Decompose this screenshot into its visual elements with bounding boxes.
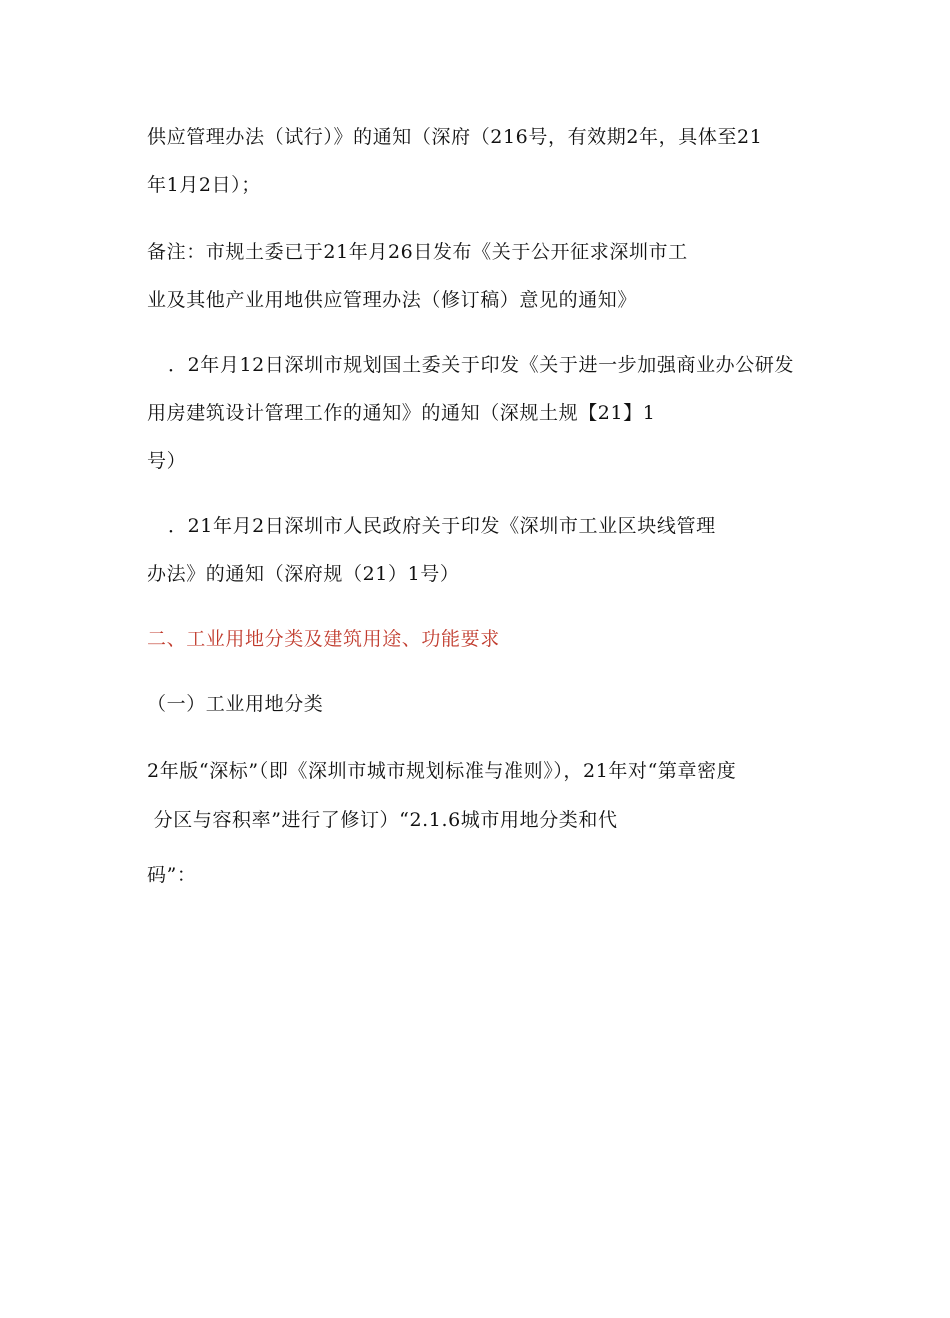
paragraph-line-1: 2年版“深标”（即《深圳市城市规划标准与准则》），21年对“第章密度 — [147, 760, 737, 782]
item-line-5: 办法》的通知（深府规（21）1号） — [147, 563, 460, 585]
body-line-2: 年1月2日）； — [147, 174, 261, 196]
item-line-4: ．21年月2日深圳市人民政府关于印发《深圳市工业区块线管理 — [168, 515, 716, 537]
note-line-1: 备注：市规土委已于21年月26日发布《关于公开征求深圳市工 — [147, 241, 688, 263]
note-line-2: 业及其他产业用地供应管理办法（修订稿）意见的通知》 — [147, 289, 638, 311]
section-heading: 二、工业用地分类及建筑用途、功能要求 — [147, 628, 500, 650]
paragraph-line-3: 码”： — [147, 864, 197, 886]
subsection-heading: （一）工业用地分类 — [147, 693, 324, 715]
paragraph-line-2: 分区与容积率”进行了修订）“2.1.6城市用地分类和代 — [147, 809, 618, 831]
item-line-2: 用房建筑设计管理工作的通知》的通知（深规土规【21】1 — [147, 402, 656, 424]
item-line-1: ．2年月12日深圳市规划国土委关于印发《关于进一步加强商业办公研发 — [168, 354, 795, 376]
item-line-3: 号） — [147, 450, 187, 472]
body-line-1: 供应管理办法（试行）》的通知（深府（216号，有效期2年，具体至21 — [147, 126, 763, 148]
